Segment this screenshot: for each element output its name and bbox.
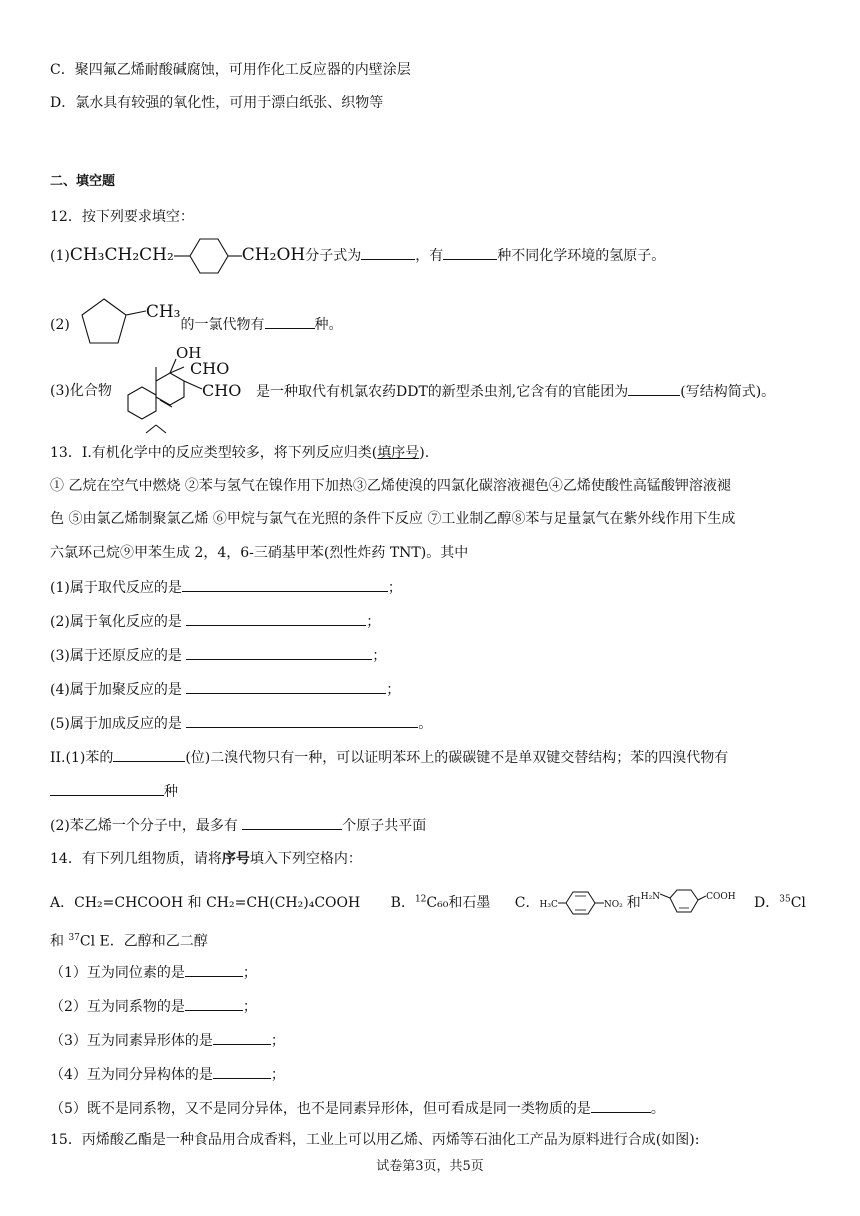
q13-sub2-blank[interactable]	[186, 611, 366, 626]
q14-line2-sup: 37	[68, 933, 80, 943]
q14-sub4	[50, 1064, 285, 1085]
q13-ii-2	[50, 815, 426, 836]
q14-c-no2: NO₂	[603, 900, 623, 910]
q14-options-line1	[50, 880, 806, 914]
q14-c-and: 和	[626, 895, 641, 911]
q14-d-pre: D．	[754, 895, 780, 911]
q14-c-h3c: H₃C	[539, 900, 558, 910]
q14-intro-a: 14．有下列几组物质，请将	[50, 851, 222, 867]
q12-p1-text-c: 种不同化学环境的氢原子。	[497, 248, 666, 264]
q14-intro	[50, 849, 362, 869]
q12-p3-oh: OH	[176, 344, 202, 362]
q14-sub5	[50, 1098, 665, 1119]
q13-sub2-label: (2)属于氧化反应的是	[50, 614, 187, 630]
q13-sub1-blank[interactable]	[182, 577, 388, 592]
q13-ii-1-a: II.(1)苯的	[50, 750, 114, 766]
q13-sub2-semi: ；	[366, 614, 381, 630]
q13-intro-b: ).	[419, 445, 430, 461]
q13-sub2	[50, 611, 380, 632]
q13-sub1	[50, 577, 402, 598]
q14-sub1	[50, 962, 257, 983]
q13-ii-1	[50, 747, 728, 768]
q13-intro	[50, 443, 429, 463]
q11-option-c: C．聚四氟乙烯耐酸碱腐蚀，可用作化工反应器的内壁涂层	[50, 62, 411, 78]
q13-sub1-semi: ；	[387, 580, 402, 596]
q13-ii-1-b: (位)二溴代物只有一种，可以证明苯环上的碳碳键不是单双键交替结构；苯的四溴代物有	[185, 750, 729, 766]
q12-p2-num: (2)	[50, 317, 70, 333]
q12-p3-num: (3)化合物	[50, 383, 112, 399]
q14-line2-and: 和	[50, 933, 69, 950]
q12-p2-ch3: CH₃	[145, 302, 181, 322]
q13-ii-1-blank[interactable]	[113, 747, 185, 762]
q13-intro-a: 13．I.有机化学中的反应类型较多，将下列反应归类(	[50, 445, 378, 461]
q14-sub2	[50, 996, 257, 1017]
q13-sub5	[50, 713, 432, 734]
q12-p3-cho2: CHO	[202, 381, 242, 400]
q13-sub3-label: (3)属于还原反应的是	[50, 648, 187, 664]
benzene-ring-icon	[558, 888, 604, 918]
q14-intro-bold: 序号	[221, 851, 250, 867]
q14-sub4-blank[interactable]	[213, 1064, 271, 1079]
q13-ii-2-a: (2)苯乙烯一个分子中，最多有	[50, 818, 243, 834]
page-footer: 试卷第3页，共5页	[376, 1159, 484, 1174]
q13-sub3-semi: ；	[372, 648, 387, 664]
q14-d-cl: Cl	[790, 895, 806, 911]
q13-sub4-blank[interactable]	[186, 679, 386, 694]
q13-line2: 色 ⑤由氯乙烯制聚氯乙烯 ⑥甲烷与氯气在光照的条件下反应 ⑦工业制乙醇⑧苯与足量氯气在紫外线作用下生成	[50, 511, 736, 527]
q15-text: 15．丙烯酸乙酯是一种食品用合成香料，工业上可以用乙烯、丙烯等石油化工产品为原料进行合成(如图):	[50, 1132, 700, 1148]
q12-p1-num: (1)	[50, 248, 70, 264]
q14-sub3	[50, 1030, 285, 1051]
q13-line1: ① 乙烷在空气中燃烧 ②苯与氢气在镍作用下加热③乙烯使溴的四氯化碳溶液褪色④乙烯使酸性高锰酸钾溶液褪	[50, 478, 731, 494]
q12-p2-text-a: 的一氯代物有	[180, 317, 265, 333]
q14-sub2-label: （2）互为同系物的是	[50, 999, 185, 1015]
q14-sub5-label: （5）既不是同系物，又不是同分异体，也不是同素异形体，但可看成是同一类物质的是	[50, 1101, 591, 1117]
benzene-ring-icon	[660, 888, 706, 918]
q13-sub5-label: (5)属于加成反应的是	[50, 716, 187, 732]
q14-b-sup: 12	[414, 894, 427, 905]
q13-sub4-semi: ；	[386, 682, 401, 698]
q13-ii-1-blank-2[interactable]	[50, 781, 164, 796]
q14-intro-b: 填入下列空格内：	[249, 851, 362, 867]
q12-p1-text-a: 分子式为	[305, 248, 362, 264]
q11-option-d: D．氯水具有较强的氧化性，可用于漂白纸张、织物等	[50, 95, 384, 111]
q14-c-cooh: COOH	[706, 892, 736, 902]
q14-b-rest: C₆₀和石墨	[426, 895, 491, 911]
q12-part1	[50, 232, 665, 278]
q14-option-c	[514, 892, 736, 911]
q14-sub3-blank[interactable]	[213, 1030, 271, 1045]
q14-option-d	[754, 895, 806, 911]
section-title: 二、填空题	[50, 174, 116, 189]
q12-p2-text-b: 种。	[314, 317, 343, 333]
q14-option-a: A．CH₂=CHCOOH 和 CH₂=CH(CH₂)₄COOH	[50, 895, 361, 911]
q14-c-pre: C．	[514, 895, 540, 911]
q14-sub2-blank[interactable]	[185, 996, 243, 1011]
q12-p1-text-b: ，有	[415, 248, 444, 264]
q14-option-b	[391, 895, 491, 911]
q13-sub3	[50, 645, 386, 666]
q14-sub4-semi: ；	[270, 1067, 285, 1083]
q14-sub3-label: （3）互为同素异形体的是	[50, 1033, 213, 1049]
q14-sub1-label: （1）互为同位素的是	[50, 965, 185, 981]
q12-p2-blank[interactable]	[265, 314, 315, 329]
q12-p1-blank-2[interactable]	[443, 245, 497, 260]
q13-ii-1-cont	[50, 781, 178, 802]
q14-sub1-semi: ；	[242, 965, 257, 981]
q14-line2-rest: Cl E．乙醇和乙二醇	[79, 933, 208, 950]
q13-sub4-label: (4)属于加聚反应的是	[50, 682, 187, 698]
q12-part2	[50, 282, 343, 342]
q14-c-h2n: H₂N	[640, 892, 661, 902]
q12-intro: 12．按下列要求填空：	[50, 209, 194, 225]
q14-sub4-label: （4）互为同分异构体的是	[50, 1067, 213, 1083]
q13-line3: 六氯环己烷⑨甲苯生成 2，4，6-三硝基甲苯(烈性炸药 TNT)。其中	[50, 545, 469, 561]
q14-sub1-blank[interactable]	[185, 962, 243, 977]
q12-p1-formula-left: CH₃CH₂CH₂	[69, 245, 174, 265]
q12-p3-cho1: CHO	[190, 359, 230, 378]
q14-sub3-semi: ；	[270, 1033, 285, 1049]
q13-sub3-blank[interactable]	[186, 645, 372, 660]
q13-ii-1-c: 种	[164, 784, 178, 800]
q12-p1-blank-1[interactable]	[361, 245, 415, 260]
q14-options-line2	[50, 928, 208, 952]
q14-sub5-period: 。	[650, 1101, 665, 1117]
q13-sub4	[50, 679, 400, 700]
q13-ii-2-b: 个原子共平面	[342, 818, 427, 834]
q14-sub5-blank[interactable]	[591, 1098, 651, 1113]
q12-p3-text	[256, 381, 775, 402]
q12-p3-blank[interactable]	[628, 381, 680, 396]
q13-sub5-blank[interactable]	[186, 713, 418, 728]
q14-sub2-semi: ；	[242, 999, 257, 1015]
cyclohexane-ring-icon	[174, 233, 242, 279]
q13-ii-2-blank[interactable]	[242, 815, 342, 830]
q14-b-pre: B．	[390, 895, 415, 911]
q14-d-sup: 35	[779, 894, 791, 905]
q13-sub5-period: 。	[418, 716, 433, 732]
q12-p1-formula-right: CH₂OH	[241, 245, 306, 265]
q13-intro-underlined: 填序号	[377, 445, 420, 461]
q13-sub1-label: (1)属于取代反应的是	[50, 580, 182, 596]
q12-p3-text-b: (写结构简式)。	[680, 384, 776, 400]
q12-p3-text-a: 是一种取代有机氯农药DDT的新型杀虫剂,它含有的官能团为	[256, 384, 629, 400]
